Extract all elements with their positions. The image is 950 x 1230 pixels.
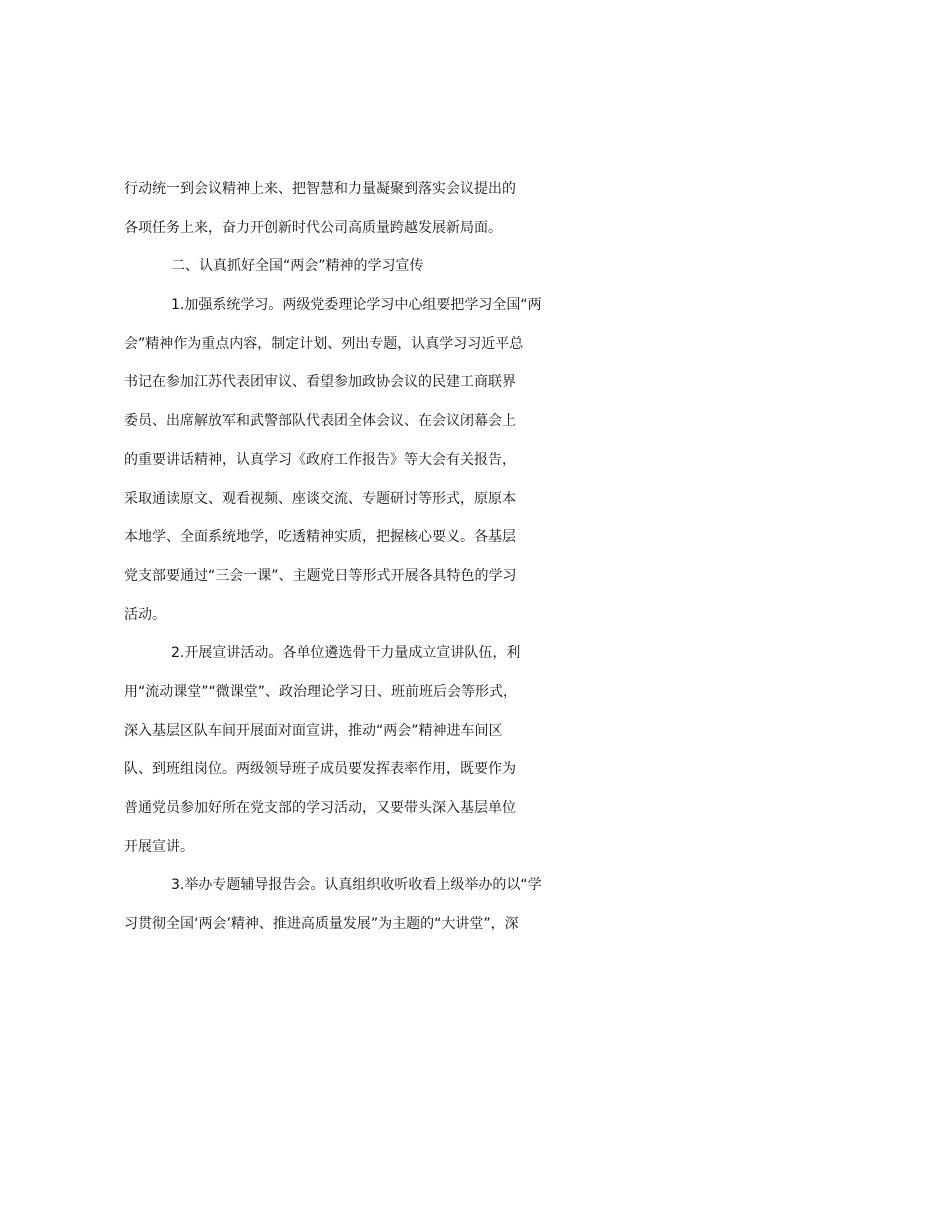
text-line: 党支部要通过“三会一课”、主题党日等形式开展各具特色的学习 [124,567,517,584]
text-line: 3.举办专题辅导报告会。认真组织收听收看上级举办的以“学 [171,877,542,894]
text-line: 采取通读原文、观看视频、座谈交流、专题研讨等形式，原原本 [124,490,516,507]
text-line: 习贯彻全国‘两会’精神、推进高质量发展”为主题的“大讲堂”，深 [124,916,519,933]
text-line: 本地学、全面系统地学，吃透精神实质，把握核心要义。各基层 [124,529,516,546]
text-line: 2.开展宣讲活动。各单位遴选骨干力量成立宣讲队伍，利 [171,645,521,662]
text-line: 普通党员参加好所在党支部的学习活动，又要带头深入基层单位 [124,800,516,816]
text-line: 二、认真抓好全国“两会”精神的学习宣传 [171,258,424,275]
text-line: 活动。 [124,606,166,623]
text-line: 各项任务上来，奋力开创新时代公司高质量跨越发展新局面。 [124,219,502,236]
text-line: 队、到班组岗位。两级领导班子成员要发挥表率作用，既要作为 [124,761,516,778]
text-line: 委员、出席解放军和武警部队代表团全体会议、在会议闭幕会上 [124,413,516,430]
text-line: 1.加强系统学习。两级党委理论学习中心组要把学习全国“两 [171,297,542,314]
text-line: 深入基层区队车间开展面对面宣讲，推动“两会”精神进车间区 [124,722,503,739]
text-line: 用“流动课堂”“微课堂”、政治理论学习日、班前班后会等形式， [124,683,518,700]
text-line: 的重要讲话精神，认真学习《政府工作报告》等大会有关报告， [124,451,516,468]
text-line: 会”精神作为重点内容，制定计划、列出专题，认真学习习近平总 [124,335,524,352]
text-line: 行动统一到会议精神上来、把智慧和力量凝聚到落实会议提出的 [124,181,516,197]
text-line: 书记在参加江苏代表团审议、看望参加政协会议的民建工商联界 [124,374,516,391]
document-body [124,170,844,944]
text-line: 开展宣讲。 [124,838,194,855]
